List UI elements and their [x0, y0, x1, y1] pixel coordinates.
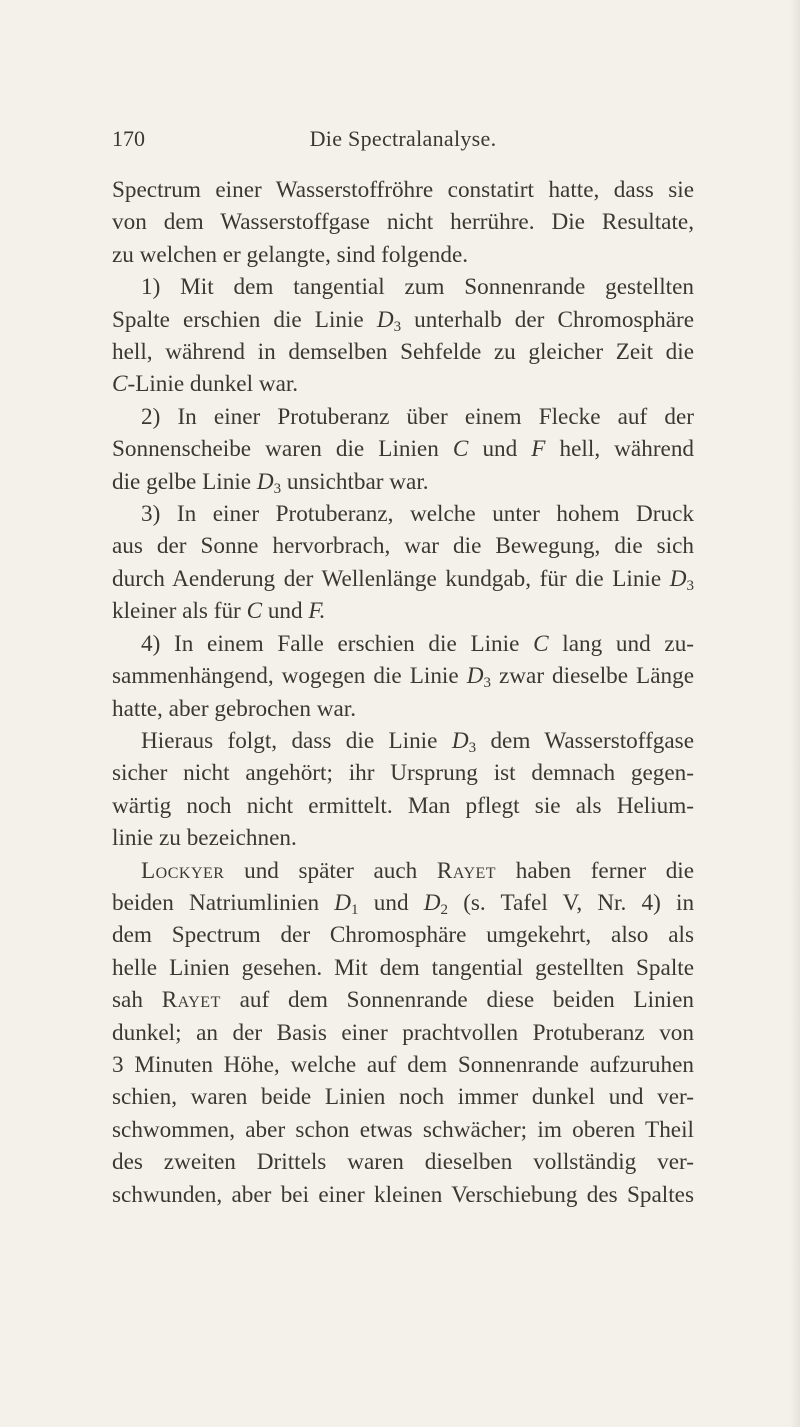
text-line: C-Linie dunkel war.	[112, 371, 299, 398]
text-line: beiden Natriumlinien $D_1$ und $D_2$ (s. Tafel V, Nr. 4) in	[112, 889, 695, 918]
author-name: Lockyer	[141, 857, 225, 884]
page-body	[112, 174, 694, 1211]
text-line: schwommen, aber schon etwas schwächer; im oberen Theil	[112, 1116, 694, 1143]
text-line: sah Rayet auf dem Sonnenrande diese beiden Linien	[112, 987, 694, 1014]
text-line: 1) Mit dem tangential zum Sonnenrande gestellten	[141, 274, 694, 301]
text-line: linie zu bezeichnen.	[112, 825, 297, 852]
text-line: durch Aenderung der Wellenlänge kundgab, für die Linie $D_3$	[112, 565, 695, 594]
text-line: kleiner als für C und F.	[112, 598, 326, 625]
text-line: schwunden, aber bei einer kleinen Verschiebung des Spaltes	[112, 1181, 694, 1208]
text-line: wärtig noch nicht ermittelt. Man pflegt sie als Helium-	[112, 792, 694, 819]
page-header	[112, 126, 694, 156]
text-line: hell, während in demselben Sehfelde zu gleicher Zeit die	[112, 339, 694, 366]
author-name: Rayet	[436, 857, 497, 884]
text-line: Hieraus folgt, dass die Linie $D_3$ dem Wasserstoffgase	[141, 727, 695, 756]
text-line: von dem Wasserstoffgase nicht herrühre. Die Resultate,	[112, 209, 694, 236]
text-line: Sonnenscheibe waren die Linien C und F hell, während	[112, 436, 695, 463]
text-line: helle Linien gesehen. Mit dem tangential gestellten Spalte	[112, 954, 694, 981]
text-line: sicher nicht angehört; ihr Ursprung ist demnach gegen-	[112, 760, 694, 787]
text-line: hatte, aber gebrochen war.	[112, 695, 356, 722]
text-line: 2) In einer Protuberanz über einem Flecke auf der	[141, 403, 694, 430]
text-line: aus der Sonne hervorbrach, war die Bewegung, die sich	[112, 533, 694, 560]
text-line: dem Spectrum der Chromosphäre umgekehrt, also als	[112, 922, 694, 949]
text-line: 3 Minuten Höhe, welche auf dem Sonnenrande aufzuruhen	[112, 1051, 694, 1078]
text-line: Spalte erschien die Linie $D_3$ unterhalb der Chromosphäre	[112, 306, 695, 335]
text-line: 3) In einer Protuberanz, welche unter hohem Druck	[141, 501, 694, 528]
text-line: Spectrum einer Wasserstoffröhre constatirt hatte, dass sie	[112, 177, 694, 203]
text-line: Lockyer und später auch Rayet haben ferner die	[141, 857, 695, 884]
page-number: 170	[112, 126, 145, 151]
text-line: sammenhängend, wogegen die Linie $D_3$ zwar dieselbe Länge	[112, 663, 694, 692]
author-name: Rayet	[161, 987, 221, 1014]
page-edge-shadow	[790, 0, 800, 1427]
text-line: die gelbe Linie $D_3$ unsichtbar war.	[112, 468, 429, 497]
text-line: zu welchen er gelangte, sind folgende.	[112, 241, 469, 268]
running-title: Die Spectralanalyse.	[309, 126, 497, 151]
text-line: schien, waren beide Linien noch immer dunkel und ver-	[112, 1084, 694, 1111]
text-line: dunkel; an der Basis einer prachtvollen Protuberanz von	[112, 1019, 694, 1046]
text-line: des zweiten Drittels waren dieselben vollständig ver-	[112, 1149, 694, 1176]
text-line: 4) In einem Falle erschien die Linie C lang und zu-	[141, 630, 695, 657]
